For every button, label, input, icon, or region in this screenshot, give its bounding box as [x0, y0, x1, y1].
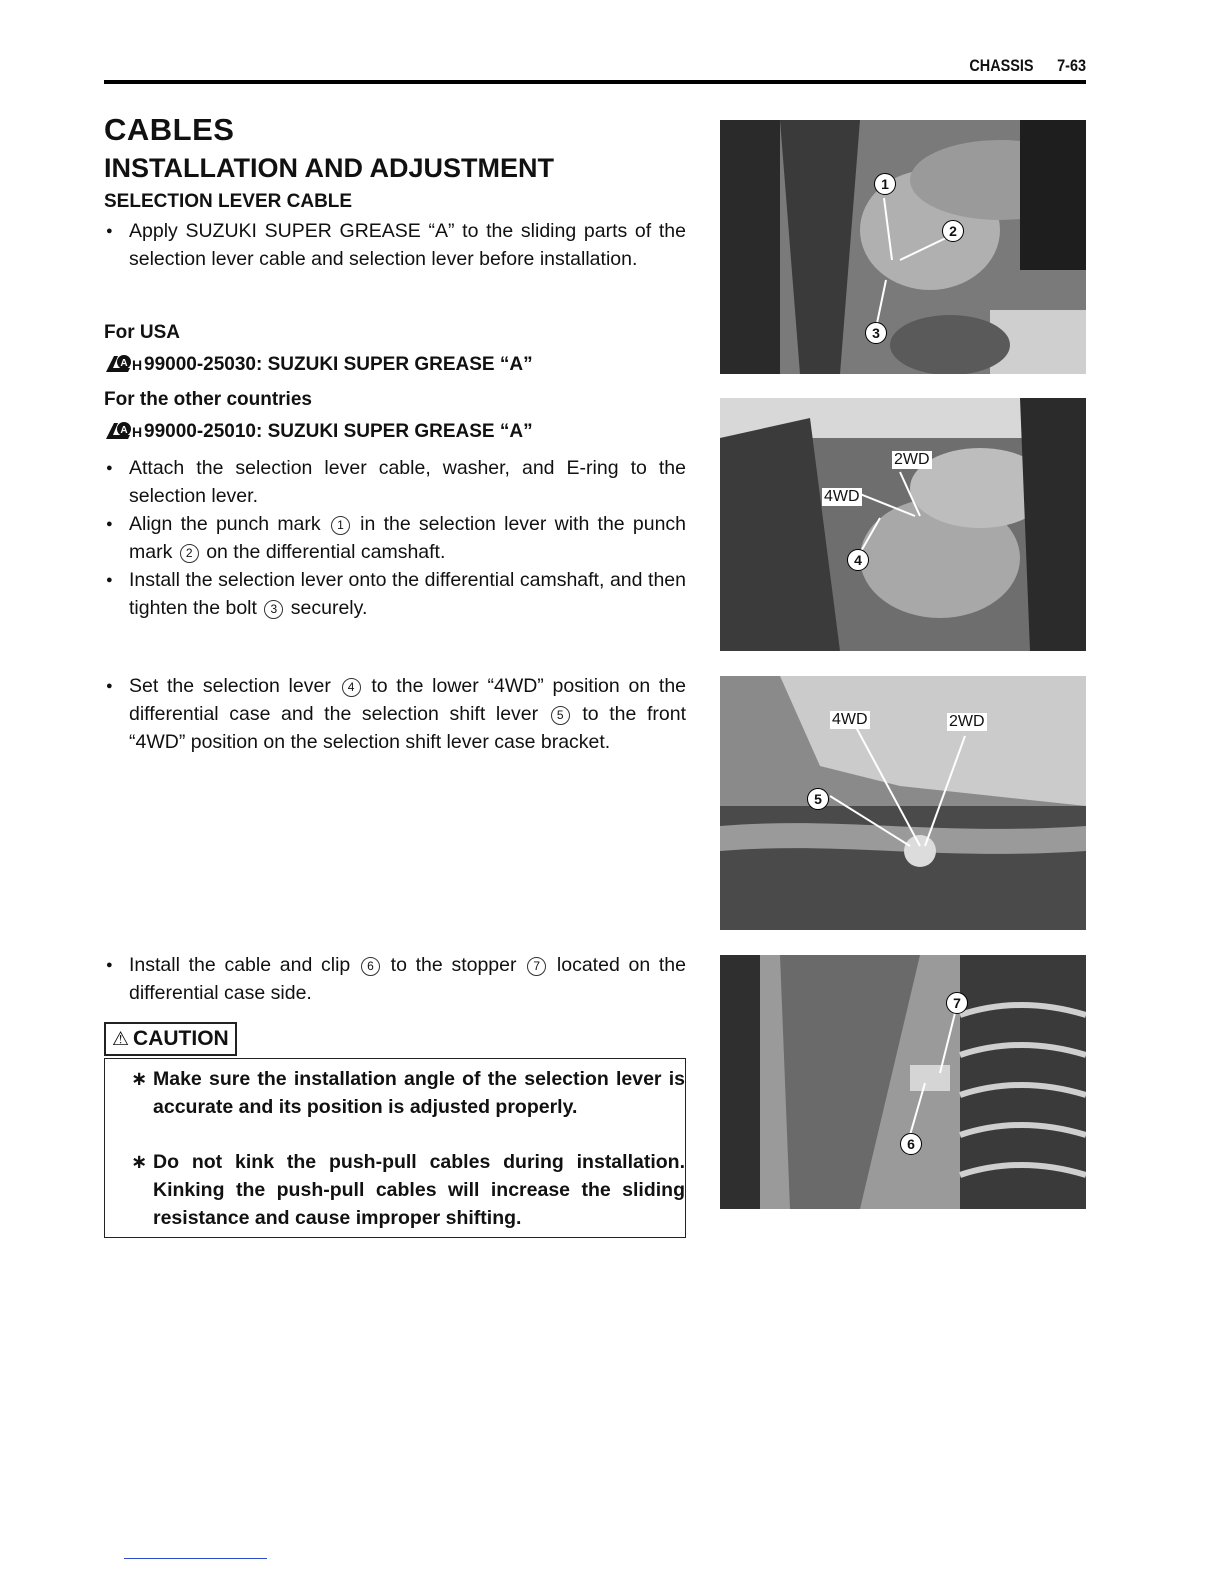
- bullet-item: ● Attach the selection lever cable, washer, and E-ring to the selection lever.: [104, 454, 686, 510]
- page-number: 7-63: [1057, 56, 1086, 75]
- label-2wd: 2WD: [894, 451, 930, 468]
- callout-2: 2: [942, 220, 964, 242]
- usa-grease-line: [104, 349, 686, 385]
- usa-label: For USA: [104, 322, 180, 343]
- mark-2: 2: [180, 544, 199, 563]
- bullet-item: ● Set the selection lever 4 to the lower “4WD” position on the differential case and the selection shift lever 5 to the front “4WD” position on the selection shift lever case bracket.: [104, 672, 686, 756]
- photo-shift-lever-bracket: [720, 676, 1086, 930]
- grease-icon-suffix: H: [131, 356, 142, 373]
- photo-cable-stopper: [720, 955, 1086, 1209]
- subsection-heading: SELECTION LEVER CABLE: [104, 191, 353, 212]
- mark-5: 5: [551, 706, 570, 725]
- label-4wd: 4WD: [824, 488, 860, 505]
- bullet-item: ● Install the cable and clip 6 to the stopper 7 located on the differential case side.: [104, 951, 686, 1007]
- photo-selection-lever: [720, 120, 1086, 374]
- step-install-clip: [104, 951, 686, 1007]
- section-name: CHASSIS: [969, 56, 1034, 75]
- step-apply-grease: [104, 217, 686, 273]
- mark-6: 6: [361, 957, 380, 976]
- steps-align-lever: [104, 454, 686, 622]
- grease-icon: [104, 419, 142, 452]
- usa-part-number: 99000-25030: SUZUKI SUPER GREASE “A”: [144, 353, 533, 375]
- caution-label: ⚠ CAUTION: [104, 1022, 237, 1056]
- bullet-item: ● Align the punch mark 1 in the selection lever with the punch mark 2 on the differential camshaft.: [104, 510, 686, 566]
- grease-icon: [104, 352, 142, 385]
- mark-7: 7: [527, 957, 546, 976]
- warning-icon: ⚠: [112, 1029, 130, 1050]
- step-set-4wd: [104, 672, 686, 756]
- other-countries-label: For the other countries: [104, 389, 312, 410]
- page-title: CABLES: [104, 112, 235, 147]
- callout-1: 1: [874, 173, 896, 195]
- callout-3: 3: [865, 322, 887, 344]
- asterisk-icon: ∗: [131, 1068, 148, 1090]
- callout-4: 4: [847, 549, 869, 571]
- asterisk-icon: ∗: [131, 1151, 148, 1173]
- callout-5: 5: [807, 788, 829, 810]
- mark-4: 4: [342, 678, 361, 697]
- label-2wd: 2WD: [949, 713, 985, 730]
- caution-box: [104, 1058, 686, 1238]
- caution-item: ∗ Do not kink the push-pull cables during installation. Kinking the push-pull cables will increase the sliding resistance and cause improper shifting.: [131, 1148, 685, 1232]
- page-header: [104, 50, 1086, 84]
- grease-spec: [104, 317, 686, 451]
- bullet-item: ● Install the selection lever onto the differential camshaft, and then tighten the bolt 3 securely.: [104, 566, 686, 622]
- grease-icon-letter: A: [120, 424, 128, 436]
- photo-differential-lever: [720, 398, 1086, 651]
- mark-1: 1: [331, 516, 350, 535]
- label-4wd: 4WD: [832, 711, 868, 728]
- other-part-number: 99000-25010: SUZUKI SUPER GREASE “A”: [144, 420, 533, 442]
- callout-6: 6: [900, 1133, 922, 1155]
- other-grease-line: [104, 416, 686, 452]
- section-heading: INSTALLATION AND ADJUSTMENT: [104, 153, 554, 183]
- grease-icon-letter: A: [120, 357, 128, 369]
- mark-3: 3: [264, 600, 283, 619]
- callout-7: 7: [946, 992, 968, 1014]
- caution-item: ∗ Make sure the installation angle of the selection lever is accurate and its position is adjusted properly.: [131, 1065, 685, 1121]
- footer-rule: [124, 1558, 267, 1559]
- bullet-item: ● Apply SUZUKI SUPER GREASE “A” to the sliding parts of the selection lever cable and selection lever before installation.: [104, 217, 686, 273]
- grease-icon-suffix: H: [131, 423, 142, 440]
